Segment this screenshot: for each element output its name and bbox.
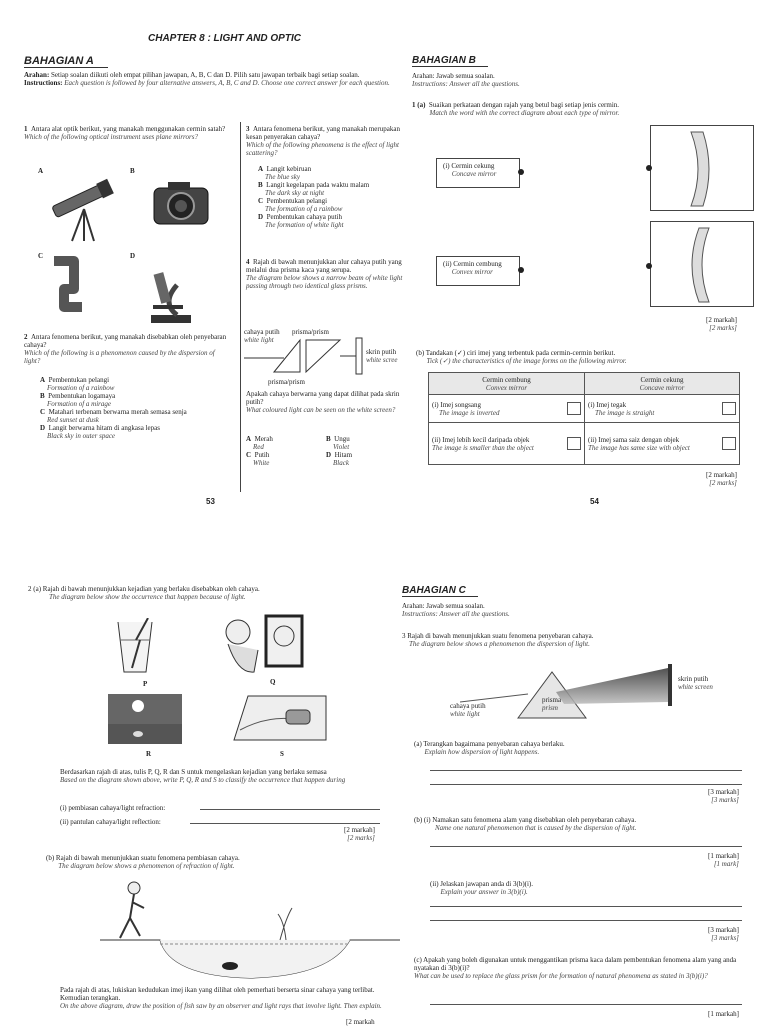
- q3-option-d: D Pembentukan cahaya putih The formation of white light: [258, 213, 344, 229]
- match-dot-left-1[interactable]: [518, 169, 524, 175]
- white-screen: [668, 664, 672, 706]
- q2a-classify-text: Berdasarkan rajah di atas, tulis P, Q, R dan S untuk mengelaskan kejadian yang berlaku semasa Based on the diagram shown above, write P, Q, R and S to classify the occurrence that happen during: [60, 768, 346, 784]
- mirror-diagram-box-1: [650, 125, 754, 211]
- q2-option-c: C Matahari terbenam berwarna merah semasa senja Red sunset at dusk: [40, 408, 187, 424]
- camera-image: [150, 178, 212, 226]
- question-4-ask: Apakah cahaya berwarna yang dapat dilihat pada skrin putih? What coloured light can be seen on the white screen?: [246, 390, 400, 414]
- page-number-54: 54: [590, 497, 599, 506]
- reflection-line-label: (ii) pantulan cahaya/light reflection:: [60, 818, 161, 826]
- option-d-label: D: [130, 252, 136, 260]
- answer-line-3a-1[interactable]: [430, 770, 742, 771]
- chapter-title: CHAPTER 8 : LIGHT AND OPTIC: [148, 33, 301, 44]
- q3a-text: (a) Terangkan bagaimana penyebaran cahaya berlaku. Explain how dispersion of light happens.: [414, 740, 565, 756]
- convex-mirror-label-box[interactable]: (ii) Cermin cembung Convex mirror: [436, 256, 520, 286]
- prism-label-white: cahaya putih white light: [244, 328, 280, 344]
- q4-option-d: D Hitam Black: [326, 451, 353, 467]
- match-dot-left-2[interactable]: [518, 267, 524, 273]
- q4-option-a: A Merah Red: [246, 435, 273, 451]
- boy-mirror-image: [214, 614, 306, 674]
- marks-q1b: [2 markah] [2 marks]: [706, 471, 737, 487]
- page-number-53: 53: [206, 497, 215, 506]
- two-prisms-diagram: [244, 336, 366, 378]
- answer-line-3bi[interactable]: [430, 846, 742, 847]
- label-r: R: [146, 750, 152, 758]
- table-row-2-convex: (ii) Imej lebih kecil daripada objek The image is smaller than the object: [429, 423, 585, 465]
- table-row-1-concave: (i) Imej tegak The image is straight: [585, 395, 740, 423]
- answer-line-refraction[interactable]: [200, 809, 380, 810]
- match-dot-right-2[interactable]: [646, 263, 652, 269]
- q1a-text: 1 (a) Suaikan perkataan dengan rajah yang betul bagi setiap jenis cermin. Match the word with the correct diagram about each type of mirror.: [412, 101, 620, 117]
- question-3-options: [258, 165, 408, 229]
- moon-lake-image: [108, 694, 182, 744]
- marks-q3a: [3 markah] [3 marks]: [708, 788, 739, 804]
- instructions-a: Arahan: Setiap soalan diikuti oleh empat pilihan jawapan, A, B, C dan D. Pilih satu jawapan terbaik bagi setiap soalan. Instructions: Each question is followed by four alternative answers, A, B, C and D. Choose one correct answer for each question.: [24, 71, 390, 87]
- question-4: 4 Rajah di bawah menunjukkan alur cahaya putih yang melalui dua prisma kaca yang serupa. The diagram below shows a narrow beam of white light passing through two identical glass prisms.: [246, 258, 403, 290]
- q2-option-a: A Pembentukan pelangi Formation of a rainbow: [40, 376, 115, 392]
- match-dot-right-1[interactable]: [646, 165, 652, 171]
- microscope-image: [143, 265, 195, 325]
- q1b-text: (b) Tandakan (✓) ciri imej yang terbentuk pada cermin-cermin berikut. Tick (✓) the characteristics of the image forms on the following mirror.: [416, 349, 627, 365]
- tick-box[interactable]: [567, 437, 581, 450]
- telescope-image: [44, 175, 124, 243]
- q3-option-b: B Langit kegelapan pada waktu malam The dark sky at night: [258, 181, 370, 197]
- q2-option-d: D Langit berwarna hitam di angkasa lepas Black sky in outer space: [40, 424, 160, 440]
- answer-line-3bii-2[interactable]: [430, 920, 742, 921]
- marks-q1a: [2 markah] [2 marks]: [706, 316, 737, 332]
- answer-line-reflection[interactable]: [190, 823, 380, 824]
- prism-label-top: prisma/prism: [292, 328, 329, 336]
- tick-box[interactable]: [722, 437, 736, 450]
- car-side-mirror-image: [230, 690, 330, 746]
- label-p: P: [143, 680, 148, 688]
- instructions-b: Arahan: Jawab semua soalan. Instructions: Answer all the questions.: [412, 72, 520, 88]
- marks-q2a: [2 markah] [2 marks]: [344, 826, 375, 842]
- answer-line-3bii-1[interactable]: [430, 906, 742, 907]
- label-s: S: [280, 750, 284, 758]
- section-c-header: BAHAGIAN C: [402, 585, 478, 597]
- answer-line-3c[interactable]: [430, 1004, 742, 1005]
- dispersion-screen-label: skrin putih white screen: [678, 675, 713, 691]
- q3bi-text: (b) (i) Namakan satu fenomena alam yang disebabkan oleh penyebaran cahaya. Name one natural phenomenon that is caused by the dispersion of light.: [414, 816, 637, 832]
- q2-option-b: B Pembentukan logamaya Formation of a mirage: [40, 392, 116, 408]
- column-divider: [240, 122, 241, 492]
- mirror-diagram-box-2: [650, 221, 754, 307]
- section-a-header: BAHAGIAN A: [24, 55, 108, 68]
- table-header-convex: Cermin cembung Convex mirror: [429, 373, 585, 395]
- refraction-line-label: (i) pembiasan cahaya/light refraction:: [60, 804, 166, 812]
- dispersion-diagram: [460, 664, 670, 728]
- periscope-image: [44, 255, 84, 315]
- concave-mirror-label-box[interactable]: (i) Cermin cekung Concave mirror: [436, 158, 520, 188]
- label-q: Q: [270, 678, 276, 686]
- section-b-header: BAHAGIAN B: [412, 55, 488, 67]
- q3bii-text: (ii) Jelaskan jawapan anda di 3(b)(i). Explain your answer in 3(b)(i).: [430, 880, 534, 896]
- option-b-label: B: [130, 167, 135, 175]
- glass-with-straw-image: [108, 618, 162, 676]
- table-header-concave: Cermin cekung Concave mirror: [585, 373, 740, 395]
- instructions-c: Arahan: Jawab semua soalan. Instructions: Answer all the questions.: [402, 602, 510, 618]
- q4-option-b: B Ungu Violet: [326, 435, 350, 451]
- table-row-2-concave: (ii) Imej sama saiz dengan objek The image has same size with object: [585, 423, 740, 465]
- question-1: 1 Antara alat optik berikut, yang manakah menggunakan cermin satah? Which of the following optical instrument uses plane mirrors?: [24, 125, 226, 141]
- q3-text: 3 Rajah di bawah menunjukkan suatu fenomena penyebaran cahaya. The diagram below shows a phenomenon the dispersion of light.: [402, 632, 594, 648]
- marks-q3bi: [1 markah] [1 mark]: [708, 852, 739, 868]
- dispersion-white-light-label: cahaya putih white light: [450, 702, 486, 718]
- q3c-text: (c) Apakah yang boleh digunakan untuk menggantikan prisma kaca dalam pembentukan fenomena alam yang anda nyatakan di 3(b)(i)? What can be used to replace the glass prism for the formation of natural phenomena as stated in 3(b)(i)?: [414, 956, 737, 980]
- table-row-1-convex: (i) Imej songsang The image is inverted: [429, 395, 585, 423]
- tick-box[interactable]: [567, 402, 581, 415]
- question-4-options: [246, 435, 406, 467]
- screen-label: skrin putih white scree: [366, 348, 398, 364]
- prism-label-bottom: prisma/prism: [268, 378, 305, 386]
- q3-option-a: A Langit kebiruan The blue sky: [258, 165, 312, 181]
- marks-q3c: [1 markah]: [708, 1010, 739, 1018]
- q2b-bottom-text: Pada rajah di atas, lukiskan kedudukan imej ikan yang dilihat oleh pemerhati berserta sinar cahaya yang terlibat. Kemudian terangkan. On the above diagram, draw the position of fish saw by an observer and light rays that involve light. Then explain.: [60, 986, 382, 1010]
- q4-option-c: C Putih White: [246, 451, 270, 467]
- q3-option-c: C Pembentukan pelangi The formation of a rainbow: [258, 197, 343, 213]
- image-characteristics-table: [428, 372, 740, 465]
- marks-q2b: [2 markah: [346, 1018, 375, 1026]
- tick-box[interactable]: [722, 402, 736, 415]
- option-a-label: A: [38, 167, 44, 175]
- dispersion-prism-label: prisma prism: [542, 696, 562, 712]
- q2a-text: 2 (a) Rajah di bawah menunjukkan kejadian yang berlaku disebabkan oleh cahaya. The diagram below show the occurrence that happen because of light.: [28, 585, 260, 601]
- question-2-options: [40, 376, 230, 440]
- option-c-label: C: [38, 252, 44, 260]
- question-3: 3 Antara fenomena berikut, yang manakah merupakan kesan penyerakan cahaya? Which of the following phenomena is the effect of light scattering?: [246, 125, 400, 157]
- fish-pond-refraction-diagram: [100, 878, 400, 982]
- marks-q3bii: [3 markah] [3 marks]: [708, 926, 739, 942]
- answer-line-3a-2[interactable]: [430, 784, 742, 785]
- q2b-text: (b) Rajah di bawah menunjukkan suatu fenomena pembiasan cahaya. The diagram below shows a phenomenon of refraction of light.: [46, 854, 240, 870]
- question-2: 2 Antara fenomena berikut, yang manakah disebabkan oleh penyebaran cahaya? Which of the following is a phenomenon caused by the dispersion of light?: [24, 333, 227, 365]
